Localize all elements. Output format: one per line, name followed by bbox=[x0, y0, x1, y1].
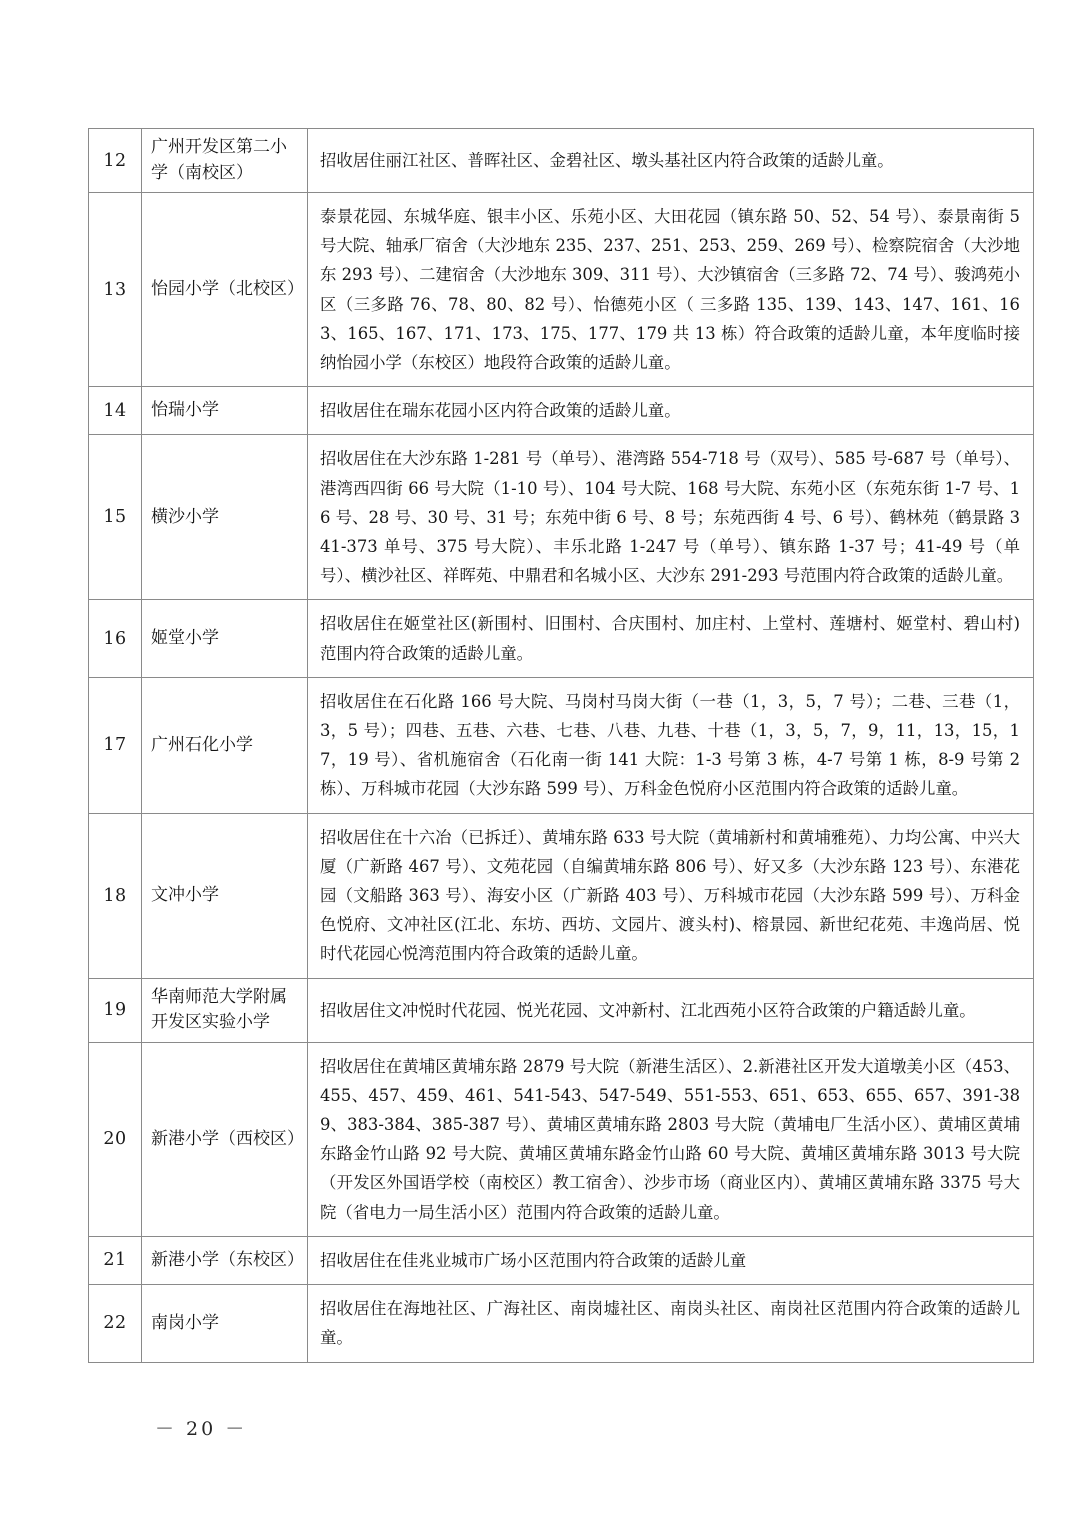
enrollment-scope-text: 招收居住丽江社区、普晖社区、金碧社区、墩头基社区内符合政策的适龄儿童。 bbox=[320, 150, 894, 170]
school-name-cell: 姬堂小学 bbox=[142, 600, 308, 677]
enrollment-scope-text: 招收居住在十六冶（已拆迁）、黄埔东路 633 号大院（黄埔新村和黄埔雅苑）、力均公寓、中兴大厦（广新路 467 号）、文苑花园（自编黄埔东路 806 号）、好又多（大沙东路 123 号）、东港花园（文船路 363 号）、海安小区（广新路 403 号）、万科城市花园（大沙东路 599 号）、万科金色悦府、文冲社区(江北、东坊、西坊、文园片、渡头村)、榕景园、新世纪花苑、丰逸尚居、悦时代花园心悦湾范围内符合政策的适龄儿童。 bbox=[320, 827, 1020, 964]
school-name-cell: 文冲小学 bbox=[142, 813, 308, 978]
enrollment-scope-cell bbox=[308, 193, 1034, 387]
table-body bbox=[89, 129, 1034, 1363]
enrollment-scope-text: 招收居住在瑞东花园小区内符合政策的适龄儿童。 bbox=[320, 401, 681, 421]
table-row bbox=[89, 387, 1034, 435]
row-index-cell: 18 bbox=[89, 813, 142, 978]
school-name-cell: 怡瑞小学 bbox=[142, 387, 308, 435]
enrollment-scope-text: 招收居住在姬堂社区(新围村、旧围村、合庆围村、加庄村、上堂村、莲塘村、姬堂村、碧山村)范围内符合政策的适龄儿童。 bbox=[320, 614, 1020, 663]
school-name-cell: 新港小学（东校区） bbox=[142, 1236, 308, 1284]
enrollment-scope-text: 招收居住在海地社区、广海社区、南岗墟社区、南岗头社区、南岗社区范围内符合政策的适龄儿童。 bbox=[320, 1299, 1020, 1348]
table-row bbox=[89, 435, 1034, 600]
row-index-cell: 16 bbox=[89, 600, 142, 677]
table-row bbox=[89, 978, 1034, 1042]
row-index-cell: 13 bbox=[89, 193, 142, 387]
row-index-cell: 15 bbox=[89, 435, 142, 600]
row-index-cell: 12 bbox=[89, 129, 142, 193]
table-row bbox=[89, 1236, 1034, 1284]
school-name-cell: 怡园小学（北校区） bbox=[142, 193, 308, 387]
table-row bbox=[89, 193, 1034, 387]
enrollment-scope-text: 招收居住在黄埔区黄埔东路 2879 号大院（新港生活区）、2.新港社区开发大道墩美小区（453、455、457、459、461、541-543、547-549、551-553、651、653、655、657、391-389、383-384、385-387 号）、黄埔区黄埔东路 2803 号大院（黄埔电厂生活小区）、黄埔区黄埔东路金竹山路 92 号大院、黄埔区黄埔东路金竹山路 60 号大院、黄埔区黄埔东路 3013 号大院（开发区外国语学校（南校区）教工宿舍）、沙步市场（商业区内）、黄埔区黄埔东路 3375 号大院（省电力一局生活小区）范围内符合政策的适龄儿童。 bbox=[320, 1056, 1020, 1222]
table-row bbox=[89, 129, 1034, 193]
school-name-cell: 横沙小学 bbox=[142, 435, 308, 600]
school-zone-table bbox=[88, 128, 1034, 1363]
enrollment-scope-cell bbox=[308, 435, 1034, 600]
enrollment-scope-text: 招收居住在大沙东路 1-281 号（单号）、港湾路 554-718 号（双号）、585 号-687 号（单号）、港湾西四街 66 号大院（1-10 号）、104 号大院、168 号大院、东苑小区（东苑东街 1-7 号、16 号、28 号、30 号、31 号；东苑中街 6 号、8 号；东苑西街 4 号、6 号）、鹤林苑（鹤景路 341-373 单号、375 号大院）、丰乐北路 1-247 号（单号）、镇东路 1-37 号；41-49 号（单号）、横沙社区、祥晖苑、中鼎君和名城小区、大沙东 291-293 号范围内符合政策的适龄儿童。 bbox=[320, 449, 1020, 586]
page-number: － 20 － bbox=[155, 1418, 248, 1440]
table-row bbox=[89, 1042, 1034, 1236]
table-row bbox=[89, 813, 1034, 978]
table-row bbox=[89, 1285, 1034, 1362]
enrollment-scope-text: 招收居住在佳兆业城市广场小区范围内符合政策的适龄儿童 bbox=[320, 1250, 747, 1270]
enrollment-scope-text: 招收居住在石化路 166 号大院、马岗村马岗大街（一巷（1，3，5，7 号）；二巷、三巷（1，3，5 号）；四巷、五巷、六巷、七巷、八巷、九巷、十巷（1，3，5，7，9，11，13，15，17，19 号）、省机施宿舍（石化南一街 141 大院：1-3 号第 3 栋，4-7 号第 1 栋，8-9 号第 2 栋）、万科城市花园（大沙东路 599 号）、万科金色悦府小区范围内符合政策的适龄儿童。 bbox=[320, 691, 1020, 799]
enrollment-scope-text: 招收居住文冲悦时代花园、悦光花园、文冲新村、江北西苑小区符合政策的户籍适龄儿童。 bbox=[320, 1000, 976, 1020]
row-index-cell: 21 bbox=[89, 1236, 142, 1284]
enrollment-scope-cell bbox=[308, 600, 1034, 677]
row-index-cell: 17 bbox=[89, 677, 142, 813]
school-name-cell: 广州开发区第二小学（南校区） bbox=[142, 129, 308, 193]
row-index-cell: 20 bbox=[89, 1042, 142, 1236]
school-name-cell: 新港小学（西校区） bbox=[142, 1042, 308, 1236]
enrollment-scope-cell bbox=[308, 387, 1034, 435]
enrollment-scope-cell bbox=[308, 129, 1034, 193]
row-index-cell: 14 bbox=[89, 387, 142, 435]
enrollment-scope-cell bbox=[308, 677, 1034, 813]
enrollment-scope-text: 泰景花园、东城华庭、银丰小区、乐苑小区、大田花园（镇东路 50、52、54 号）、泰景南街 5 号大院、轴承厂宿舍（大沙地东 235、237、251、253、259、269 号）、检察院宿舍（大沙地东 293 号）、二建宿舍（大沙地东 309、311 号）、大沙镇宿舍（三多路 72、74 号）、骏鸿苑小区（三多路 76、78、80、82 号）、怡德苑小区（ 三多路 135、139、143、147、161、163、165、167、171、173、175、177、179 共 13 栋）符合政策的适龄儿童，本年度临时接纳怡园小学（东校区）地段符合政策的适龄儿童。 bbox=[320, 207, 1020, 373]
table-row bbox=[89, 600, 1034, 677]
school-name-cell: 南岗小学 bbox=[142, 1285, 308, 1362]
enrollment-scope-cell bbox=[308, 813, 1034, 978]
enrollment-scope-cell bbox=[308, 1285, 1034, 1362]
school-zone-table-container bbox=[88, 128, 1020, 1363]
row-index-cell: 22 bbox=[89, 1285, 142, 1362]
enrollment-scope-cell bbox=[308, 978, 1034, 1042]
school-name-cell: 华南师范大学附属开发区实验小学 bbox=[142, 978, 308, 1042]
enrollment-scope-cell bbox=[308, 1042, 1034, 1236]
row-index-cell: 19 bbox=[89, 978, 142, 1042]
table-row bbox=[89, 677, 1034, 813]
school-name-cell: 广州石化小学 bbox=[142, 677, 308, 813]
enrollment-scope-cell bbox=[308, 1236, 1034, 1284]
